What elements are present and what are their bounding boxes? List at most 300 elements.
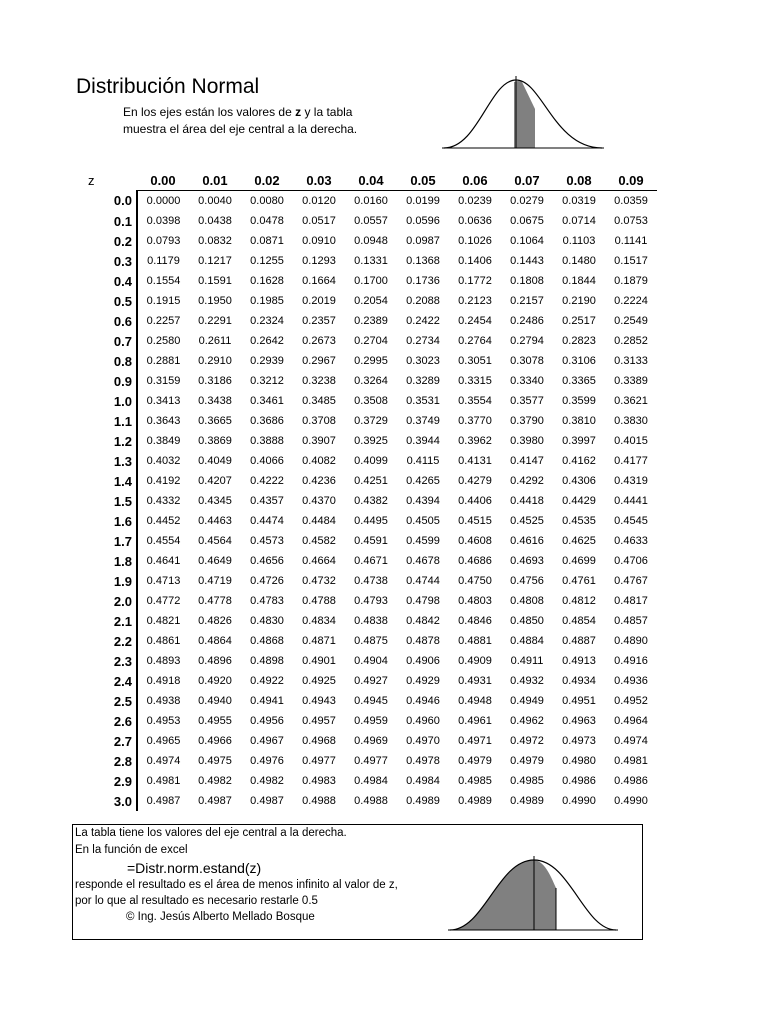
description: [123, 104, 357, 138]
table-row: [74, 631, 657, 651]
table-cell: 0.1591: [198, 275, 232, 287]
table-row: [74, 731, 657, 751]
table-cell: 0.4982: [198, 775, 232, 787]
table-cell: 0.4963: [562, 715, 596, 727]
table-cell: 0.4265: [406, 475, 440, 487]
table-cell: 0.4817: [614, 595, 648, 607]
table-cell: 0.4974: [146, 755, 181, 767]
table-cell: 0.4525: [510, 515, 544, 527]
table-cell: 0.3289: [406, 375, 440, 387]
column-header: 0.00: [137, 170, 189, 191]
table-row: [74, 211, 657, 231]
table-cell: 0.4986: [614, 775, 648, 787]
table-cell: 0.4599: [406, 535, 440, 547]
table-cell: 0.4974: [614, 735, 648, 747]
row-z-label: 1.6: [74, 511, 137, 531]
table-row: [74, 551, 657, 571]
table-cell: 0.1772: [458, 275, 492, 287]
table-cell: 0.2704: [354, 335, 388, 347]
table-cell: 0.3997: [562, 435, 596, 447]
table-cell: 0.2517: [562, 315, 596, 327]
table-cell: 0.0040: [198, 195, 232, 207]
table-cell: 0.1664: [302, 275, 336, 287]
table-cell: 0.4896: [198, 655, 232, 667]
table-cell: 0.4292: [510, 475, 544, 487]
table-cell: 0.4147: [510, 455, 544, 467]
table-cell: 0.1217: [198, 255, 232, 267]
table-cell: 0.2486: [510, 315, 544, 327]
column-header: 0.02: [241, 170, 293, 191]
table-cell: 0.3485: [302, 395, 336, 407]
table-cell: 0.4821: [146, 615, 181, 627]
table-cell: 0.4015: [614, 435, 648, 447]
table-cell: 0.4906: [406, 655, 440, 667]
table-cell: 0.1950: [198, 295, 232, 307]
table-cell: 0.2939: [250, 355, 284, 367]
table-cell: 0.4554: [146, 535, 181, 547]
bell-curve-center-area-figure: [438, 74, 608, 152]
table-cell: 0.2357: [302, 315, 336, 327]
table-cell: 0.4861: [146, 635, 181, 647]
row-z-label: 2.1: [74, 611, 137, 631]
table-cell: 0.3944: [406, 435, 440, 447]
table-cell: 0.4961: [458, 715, 492, 727]
table-cell: 0.4951: [562, 695, 596, 707]
table-cell: 0.2794: [510, 335, 544, 347]
table-cell: 0.2642: [250, 335, 284, 347]
table-cell: 0.3665: [198, 415, 232, 427]
table-cell: 0.2157: [510, 295, 544, 307]
description-line2: muestra el área del eje central a la derecha.: [123, 122, 358, 136]
table-cell: 0.2910: [198, 355, 232, 367]
column-header: 0.08: [553, 170, 605, 191]
table-cell: 0.4945: [354, 695, 388, 707]
table-cell: 0.4066: [250, 455, 284, 467]
row-z-label: 0.2: [74, 231, 137, 251]
table-cell: 0.4959: [354, 715, 388, 727]
table-row: [74, 571, 657, 591]
shaded-area-0-to-z: [514, 81, 535, 148]
table-cell: 0.2088: [406, 295, 440, 307]
table-cell: 0.4279: [458, 475, 492, 487]
table-cell: 0.3159: [146, 375, 181, 387]
table-cell: 0.1026: [458, 235, 492, 247]
table-cell: 0.4952: [614, 695, 648, 707]
table-cell: 0.4793: [354, 595, 388, 607]
table-row: [74, 391, 657, 411]
column-header: 0.01: [189, 170, 241, 191]
table-cell: 0.4830: [250, 615, 284, 627]
table-cell: 0.2734: [406, 335, 440, 347]
table-cell: 0.4979: [458, 755, 492, 767]
table-cell: 0.4515: [458, 515, 492, 527]
table-cell: 0.1406: [458, 255, 492, 267]
table-cell: 0.4857: [614, 615, 648, 627]
table-cell: 0.4864: [198, 635, 232, 647]
row-z-label: 0.3: [74, 251, 137, 271]
table-cell: 0.4608: [458, 535, 492, 547]
table-cell: 0.4962: [510, 715, 544, 727]
table-cell: 0.4981: [614, 755, 648, 767]
table-cell: 0.4957: [302, 715, 336, 727]
table-cell: 0.0557: [354, 215, 388, 227]
table-cell: 0.4948: [458, 695, 492, 707]
table-cell: 0.3508: [354, 395, 388, 407]
row-z-label: 3.0: [74, 791, 137, 811]
table-cell: 0.4990: [562, 795, 596, 807]
table-cell: 0.4969: [354, 735, 388, 747]
table-cell: 0.4582: [302, 535, 336, 547]
table-cell: 0.0080: [250, 195, 284, 207]
row-z-label: 1.2: [74, 431, 137, 451]
table-cell: 0.4306: [562, 475, 596, 487]
row-z-label: 2.3: [74, 651, 137, 671]
table-cell: 0.3212: [250, 375, 284, 387]
table-cell: 0.2324: [250, 315, 284, 327]
row-z-label: 2.7: [74, 731, 137, 751]
table-cell: 0.0596: [406, 215, 440, 227]
table-cell: 0.4706: [614, 555, 648, 567]
table-cell: 0.4177: [614, 455, 648, 467]
table-cell: 0.1293: [302, 255, 336, 267]
table-cell: 0.2823: [562, 335, 596, 347]
table-cell: 0.3264: [354, 375, 388, 387]
table-cell: 0.1808: [510, 275, 544, 287]
table-cell: 0.4236: [302, 475, 336, 487]
author-credit: © Ing. Jesús Alberto Mellado Bosque: [126, 911, 315, 923]
row-z-label: 0.0: [74, 191, 137, 212]
table-row: [74, 371, 657, 391]
table-cell: 0.4987: [146, 795, 181, 807]
table-cell: 0.1736: [406, 275, 440, 287]
table-row: [74, 351, 657, 371]
column-header: 0.04: [345, 170, 397, 191]
table-cell: 0.0000: [146, 195, 181, 207]
table-row: [74, 251, 657, 271]
table-cell: 0.3621: [614, 395, 648, 407]
table-cell: 0.3643: [146, 415, 181, 427]
table-cell: 0.1844: [562, 275, 596, 287]
table-cell: 0.4678: [406, 555, 440, 567]
row-z-label: 2.4: [74, 671, 137, 691]
table-cell: 0.4978: [406, 755, 440, 767]
table-cell: 0.4032: [146, 455, 181, 467]
table-cell: 0.4082: [302, 455, 336, 467]
table-cell: 0.2852: [614, 335, 648, 347]
table-cell: 0.3023: [406, 355, 440, 367]
row-z-label: 0.5: [74, 291, 137, 311]
row-z-label: 2.2: [74, 631, 137, 651]
table-cell: 0.1879: [614, 275, 648, 287]
table-cell: 0.1915: [146, 295, 181, 307]
table-cell: 0.4641: [146, 555, 181, 567]
table-cell: 0.4756: [510, 575, 544, 587]
table-cell: 0.3461: [250, 395, 284, 407]
table-cell: 0.0478: [250, 215, 284, 227]
table-row: [74, 191, 657, 212]
table-cell: 0.4484: [302, 515, 336, 527]
table-cell: 0.4382: [354, 495, 388, 507]
table-cell: 0.4925: [302, 675, 336, 687]
table-cell: 0.4834: [302, 615, 336, 627]
table-cell: 0.0714: [562, 215, 596, 227]
table-cell: 0.4988: [354, 795, 388, 807]
table-cell: 0.4968: [302, 735, 336, 747]
table-cell: 0.4798: [406, 595, 440, 607]
table-cell: 0.4783: [250, 595, 284, 607]
description-variable: z: [295, 105, 302, 119]
table-cell: 0.4778: [198, 595, 232, 607]
table-cell: 0.3365: [562, 375, 596, 387]
column-header: 0.07: [501, 170, 553, 191]
table-cell: 0.4981: [146, 775, 181, 787]
table-cell: 0.4943: [302, 695, 336, 707]
table-cell: 0.4656: [250, 555, 284, 567]
table-row: [74, 771, 657, 791]
table-cell: 0.4946: [406, 695, 440, 707]
table-cell: 0.4713: [146, 575, 181, 587]
table-cell: 0.3238: [302, 375, 336, 387]
row-z-label: 1.5: [74, 491, 137, 511]
table-cell: 0.1554: [146, 275, 181, 287]
table-cell: 0.4893: [146, 655, 181, 667]
table-cell: 0.3577: [510, 395, 544, 407]
note-line-1: La tabla tiene los valores del eje central a la derecha.: [75, 827, 347, 839]
table-cell: 0.4977: [302, 755, 336, 767]
table-cell: 0.4934: [562, 675, 596, 687]
row-z-label: 1.7: [74, 531, 137, 551]
row-z-label: 0.8: [74, 351, 137, 371]
table-cell: 0.4693: [510, 555, 544, 567]
table-cell: 0.4975: [198, 755, 232, 767]
table-cell: 0.4875: [354, 635, 388, 647]
row-z-label: 1.3: [74, 451, 137, 471]
table-cell: 0.0753: [614, 215, 648, 227]
table-cell: 0.3925: [354, 435, 388, 447]
table-cell: 0.4671: [354, 555, 388, 567]
table-cell: 0.4564: [198, 535, 232, 547]
table-cell: 0.4664: [302, 555, 336, 567]
table-cell: 0.3749: [406, 415, 440, 427]
table-cell: 0.4980: [562, 755, 596, 767]
table-cell: 0.4979: [510, 755, 544, 767]
table-cell: 0.4625: [562, 535, 596, 547]
table-cell: 0.4965: [146, 735, 181, 747]
table-cell: 0.4960: [406, 715, 440, 727]
table-cell: 0.2673: [302, 335, 336, 347]
table-cell: 0.4922: [250, 675, 284, 687]
row-z-label: 1.4: [74, 471, 137, 491]
table-row: [74, 271, 657, 291]
table-cell: 0.4938: [146, 695, 181, 707]
table-cell: 0.1103: [562, 235, 596, 247]
table-cell: 0.3315: [458, 375, 492, 387]
table-cell: 0.4808: [510, 595, 544, 607]
table-cell: 0.4394: [406, 495, 440, 507]
excel-formula: =Distr.norm.estand(z): [127, 860, 262, 876]
table-row: [74, 431, 657, 451]
table-cell: 0.4940: [198, 695, 232, 707]
table-cell: 0.4846: [458, 615, 492, 627]
table-cell: 0.4115: [406, 455, 440, 467]
table-cell: 0.4850: [510, 615, 544, 627]
table-cell: 0.4890: [614, 635, 648, 647]
table-cell: 0.4345: [198, 495, 232, 507]
table-cell: 0.4370: [302, 495, 336, 507]
table-row: [74, 471, 657, 491]
table-cell: 0.4971: [458, 735, 492, 747]
table-cell: 0.4535: [562, 515, 596, 527]
column-header: 0.06: [449, 170, 501, 191]
table-cell: 0.0279: [510, 195, 544, 207]
table-cell: 0.4949: [510, 695, 544, 707]
table-cell: 0.2019: [302, 295, 336, 307]
table-cell: 0.4985: [510, 775, 544, 787]
table-cell: 0.4884: [510, 635, 544, 647]
table-cell: 0.3790: [510, 415, 544, 427]
table-cell: 0.4989: [510, 795, 544, 807]
table-cell: 0.4956: [250, 715, 284, 727]
table-cell: 0.3599: [562, 395, 596, 407]
table-cell: 0.4887: [562, 635, 596, 647]
row-z-label: 0.9: [74, 371, 137, 391]
standard-normal-table: [74, 170, 657, 811]
table-cell: 0.1064: [510, 235, 544, 247]
table-cell: 0.3389: [614, 375, 648, 387]
table-cell: 0.4918: [146, 675, 181, 687]
table-row: [74, 511, 657, 531]
table-cell: 0.4927: [354, 675, 388, 687]
table-cell: 0.0987: [406, 235, 440, 247]
table-cell: 0.2257: [146, 315, 181, 327]
table-cell: 0.4591: [354, 535, 388, 547]
table-cell: 0.2422: [406, 315, 440, 327]
table-cell: 0.4826: [198, 615, 232, 627]
table-row: [74, 751, 657, 771]
table-cell: 0.2881: [146, 355, 181, 367]
table-cell: 0.4953: [146, 715, 181, 727]
table-cell: 0.0319: [562, 195, 596, 207]
table-cell: 0.4988: [302, 795, 336, 807]
table-cell: 0.4418: [510, 495, 544, 507]
note-line-4: por lo que al resultado es necesario restarle 0.5: [75, 895, 318, 907]
table-cell: 0.4982: [250, 775, 284, 787]
table-cell: 0.4970: [406, 735, 440, 747]
table-cell: 0.4881: [458, 635, 492, 647]
table-cell: 0.0517: [302, 215, 336, 227]
table-cell: 0.2054: [354, 295, 388, 307]
row-z-label: 1.0: [74, 391, 137, 411]
table-cell: 0.4545: [614, 515, 648, 527]
table-cell: 0.4964: [614, 715, 648, 727]
table-cell: 0.4868: [250, 635, 284, 647]
table-cell: 0.4941: [250, 695, 284, 707]
table-cell: 0.4904: [354, 655, 388, 667]
table-cell: 0.2224: [614, 295, 648, 307]
table-cell: 0.4984: [354, 775, 388, 787]
table-row: [74, 651, 657, 671]
table-row: [74, 531, 657, 551]
table-cell: 0.4788: [302, 595, 336, 607]
table-cell: 0.3729: [354, 415, 388, 427]
table-cell: 0.3106: [562, 355, 596, 367]
table-cell: 0.4192: [146, 475, 181, 487]
table-cell: 0.0199: [406, 195, 440, 207]
table-cell: 0.1443: [510, 255, 544, 267]
table-cell: 0.3413: [146, 395, 181, 407]
table-cell: 0.4761: [562, 575, 596, 587]
note-line-2: En la función de excel: [75, 844, 188, 856]
z-corner-label: z: [88, 172, 95, 188]
table-cell: 0.4750: [458, 575, 492, 587]
table-cell: 0.4495: [354, 515, 388, 527]
table-cell: 0.3907: [302, 435, 336, 447]
table-cell: 0.3962: [458, 435, 492, 447]
table-cell: 0.0871: [250, 235, 284, 247]
table-cell: 0.4738: [354, 575, 388, 587]
table-cell: 0.4929: [406, 675, 440, 687]
row-z-label: 2.5: [74, 691, 137, 711]
table-cell: 0.2611: [198, 335, 232, 347]
table-cell: 0.4099: [354, 455, 388, 467]
table-cell: 0.0948: [354, 235, 388, 247]
table-cell: 0.4983: [302, 775, 336, 787]
table-cell: 0.3810: [562, 415, 596, 427]
table-cell: 0.4838: [354, 615, 388, 627]
table-cell: 0.0438: [198, 215, 232, 227]
table-cell: 0.1141: [614, 235, 648, 247]
table-cell: 0.4990: [614, 795, 648, 807]
table-cell: 0.4474: [250, 515, 284, 527]
table-cell: 0.4505: [406, 515, 440, 527]
table-cell: 0.4984: [406, 775, 440, 787]
table-row: [74, 691, 657, 711]
table-cell: 0.4573: [250, 535, 284, 547]
table-cell: 0.4726: [250, 575, 284, 587]
table-cell: 0.4976: [250, 755, 284, 767]
table-cell: 0.0359: [614, 195, 648, 207]
table-cell: 0.4162: [562, 455, 596, 467]
table-cell: 0.4429: [562, 495, 596, 507]
table-cell: 0.1985: [250, 295, 284, 307]
table-cell: 0.4441: [614, 495, 648, 507]
shaded-area-minus-infinity-to-z: [450, 860, 556, 930]
table-cell: 0.4463: [198, 515, 232, 527]
row-z-label: 1.8: [74, 551, 137, 571]
table-cell: 0.3770: [458, 415, 492, 427]
table-cell: 0.4131: [458, 455, 492, 467]
table-cell: 0.3531: [406, 395, 440, 407]
table-cell: 0.3051: [458, 355, 492, 367]
note-line-3: responde el resultado es el área de menos infinito al valor de z,: [75, 879, 398, 891]
table-cell: 0.3830: [614, 415, 648, 427]
table-cell: 0.4985: [458, 775, 492, 787]
table-cell: 0.4913: [562, 655, 596, 667]
table-cell: 0.3554: [458, 395, 492, 407]
table-row: [74, 451, 657, 471]
table-row: [74, 231, 657, 251]
table-cell: 0.3438: [198, 395, 232, 407]
table-cell: 0.3340: [510, 375, 544, 387]
row-z-label: 2.8: [74, 751, 137, 771]
table-cell: 0.4909: [458, 655, 492, 667]
table-cell: 0.4911: [510, 655, 544, 667]
table-cell: 0.4616: [510, 535, 544, 547]
row-z-label: 2.0: [74, 591, 137, 611]
table-cell: 0.3186: [198, 375, 232, 387]
table-cell: 0.4319: [614, 475, 648, 487]
table-cell: 0.2389: [354, 315, 388, 327]
